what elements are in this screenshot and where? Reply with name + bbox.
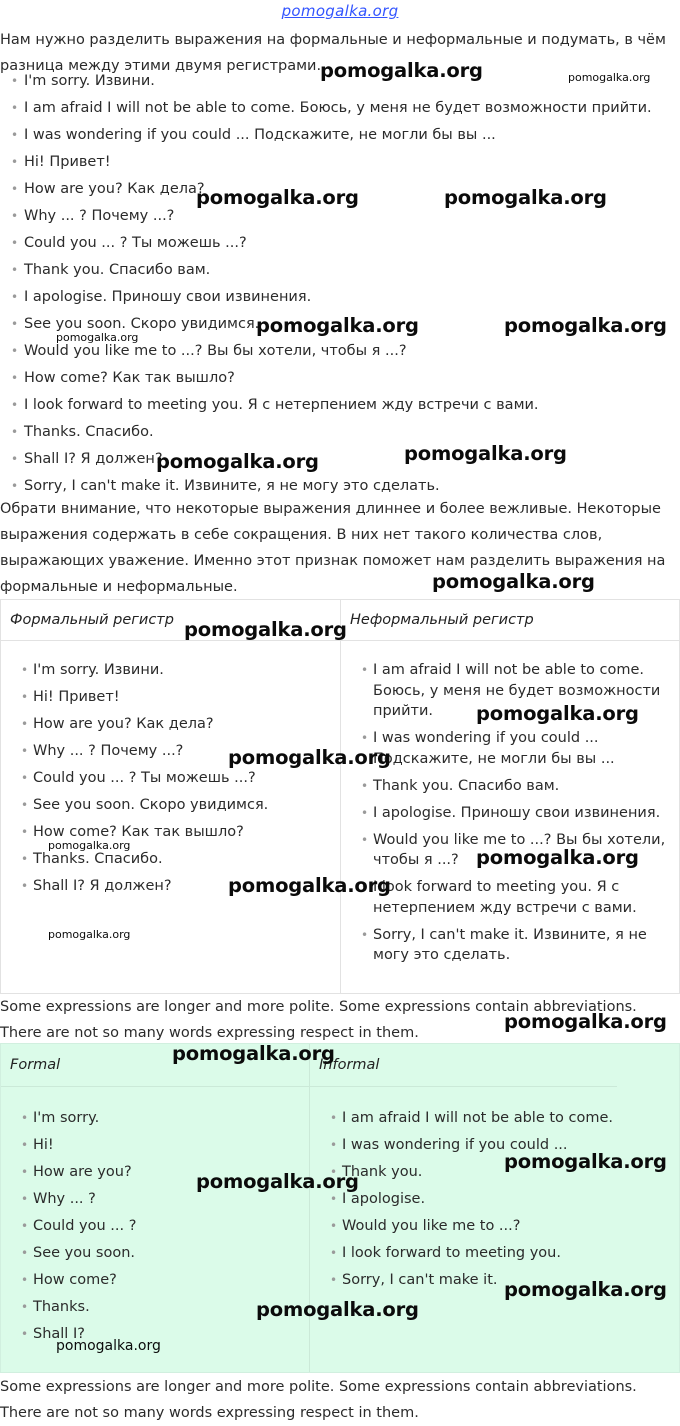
list-item: • I apologise. Приношу свои извинения. <box>341 803 679 824</box>
list-item: • I look forward to meeting you. <box>310 1243 617 1264</box>
list-item: • Could you ... ? <box>1 1216 309 1237</box>
note-paragraph-ru: Обрати внимание, что некоторые выражения длиннее и более вежливые. Некоторые выражения содержать в себе сокращения. В них нет такого количества слов, выражающих уважение. Именно этот признак поможет нам разделить выражения на формальные и неформальные. <box>0 501 666 595</box>
list-item: • Thanks. <box>1 1297 309 1318</box>
watermark: pomogalka.org <box>504 314 667 337</box>
list-item: • See you soon. <box>1 1243 309 1264</box>
list-item: • Could you ... ? Ты можешь ...? <box>1 768 340 789</box>
list-item: • Would you like me to ...? Вы бы хотели, чтобы я ...? <box>341 830 679 871</box>
watermark: pomogalka.org <box>56 1338 161 1354</box>
informal-column <box>309 1044 617 1372</box>
formal-column <box>1 1044 309 1372</box>
list-item: • I apologise. <box>310 1189 617 1210</box>
watermark: pomogalka.org <box>56 331 139 344</box>
formal-list <box>1 660 340 903</box>
watermark: pomogalka.org <box>172 1042 335 1065</box>
watermark: pomogalka.org <box>320 59 483 82</box>
watermark: pomogalka.org <box>404 442 567 465</box>
list-item: • Thank you. <box>310 1162 617 1183</box>
watermark: pomogalka.org <box>228 874 391 897</box>
list-item: • I apologise. Приношу свои извинения. <box>0 284 652 311</box>
watermark: pomogalka.org <box>504 1150 667 1173</box>
site-logo-link[interactable]: pomogalka.org <box>281 2 399 20</box>
watermark: pomogalka.org <box>476 702 639 725</box>
list-item: • I'm sorry. Извини. <box>0 68 652 95</box>
note-line: There are not so many words expressing respect in them. <box>0 1025 419 1041</box>
list-item: • How are you? <box>1 1162 309 1183</box>
note-line: There are not so many words expressing respect in them. <box>0 1405 419 1421</box>
list-item: • Sorry, I can't make it. Извините, я не могу это сделать. <box>341 925 679 966</box>
list-item: • I look forward to meeting you. Я с нетерпением жду встречи с вами. <box>0 392 652 419</box>
list-item: • I was wondering if you could ... <box>310 1135 617 1156</box>
intro-paragraph: Нам нужно разделить выражения на формальные и неформальные и подумать, в чём разница между этими двумя регистрами. <box>0 32 666 74</box>
list-item: • How come? <box>1 1270 309 1291</box>
watermark: pomogalka.org <box>444 186 607 209</box>
list-item: • Hi! Привет! <box>1 687 340 708</box>
list-item: • I am afraid I will not be able to come. Боюсь, у меня не будет возможности прийти. <box>341 660 679 722</box>
watermark: pomogalka.org <box>48 839 131 852</box>
list-item: • How are you? Как дела? <box>0 176 652 203</box>
list-item: • How come? Как так вышло? <box>1 822 340 843</box>
watermark: pomogalka.org <box>476 846 639 869</box>
list-item: • Thanks. Спасибо. <box>1 849 340 870</box>
list-item: • Would you like me to ...? <box>310 1216 617 1237</box>
list-item: • Thanks. Спасибо. <box>0 419 652 446</box>
informal-header: Неформальный регистр <box>341 600 679 641</box>
list-item: • I was wondering if you could ... Подскажите, не могли бы вы ... <box>341 728 679 769</box>
formal-header: Формальный регистр <box>1 600 340 641</box>
list-item: • I was wondering if you could ... Подскажите, не могли бы вы ... <box>0 122 652 149</box>
list-item: • Could you ... ? Ты можешь ...? <box>0 230 652 257</box>
list-item: • Sorry, I can't make it. <box>310 1270 617 1291</box>
watermark: pomogalka.org <box>196 186 359 209</box>
list-item: • Hi! Привет! <box>0 149 652 176</box>
informal-header: Informal <box>310 1044 617 1087</box>
list-item: • Would you like me to ...? Вы бы хотели, чтобы я ...? <box>0 338 652 365</box>
list-item: • Why ... ? Почему ...? <box>1 741 340 762</box>
watermark: pomogalka.org <box>504 1278 667 1301</box>
list-item: • I'm sorry. <box>1 1108 309 1129</box>
list-item: • Shall I? Я должен? <box>0 446 652 473</box>
list-item: • I am afraid I will not be able to come. <box>310 1108 617 1129</box>
list-item: • See you soon. Скоро увидимся. <box>1 795 340 816</box>
list-item: • Shall I? Я должен? <box>1 876 340 897</box>
list-item: • Thank you. Спасибо вам. <box>341 776 679 797</box>
register-table-en <box>0 1043 680 1373</box>
list-item: • Shall I? <box>1 1324 309 1345</box>
watermark: pomogalka.org <box>228 746 391 769</box>
list-item: • I am afraid I will not be able to come. Боюсь, у меня не будет возможности прийти. <box>0 95 652 122</box>
list-item: • Why ... ? <box>1 1189 309 1210</box>
watermark: pomogalka.org <box>184 618 347 641</box>
note-paragraph-en-repeat <box>0 1374 676 1426</box>
watermark: pomogalka.org <box>432 570 595 593</box>
watermark: pomogalka.org <box>568 71 651 84</box>
informal-list <box>310 1108 617 1297</box>
watermark: pomogalka.org <box>256 314 419 337</box>
list-item: • How are you? Как дела? <box>1 714 340 735</box>
watermark: pomogalka.org <box>504 1010 667 1033</box>
watermark: pomogalka.org <box>48 928 131 941</box>
informal-column <box>340 600 679 993</box>
watermark: pomogalka.org <box>196 1170 359 1193</box>
phrase-list <box>0 68 652 500</box>
list-item: • Why ... ? Почему ...? <box>0 203 652 230</box>
list-item: • See you soon. Скоро увидимся. <box>0 311 652 338</box>
list-item: • I look forward to meeting you. Я с нетерпением жду встречи с вами. <box>341 877 679 918</box>
note-line: Some expressions are longer and more polite. Some expressions contain abbreviations. <box>0 999 637 1015</box>
list-item: • Thank you. Спасибо вам. <box>0 257 652 284</box>
formal-header: Formal <box>1 1044 309 1087</box>
watermark: pomogalka.org <box>156 450 319 473</box>
list-item: • How come? Как так вышло? <box>0 365 652 392</box>
list-item: • Sorry, I can't make it. Извините, я не могу это сделать. <box>0 473 652 500</box>
watermark: pomogalka.org <box>256 1298 419 1321</box>
note-line: Some expressions are longer and more polite. Some expressions contain abbreviations. <box>0 1379 637 1395</box>
list-item: • Hi! <box>1 1135 309 1156</box>
list-item: • I'm sorry. Извини. <box>1 660 340 681</box>
